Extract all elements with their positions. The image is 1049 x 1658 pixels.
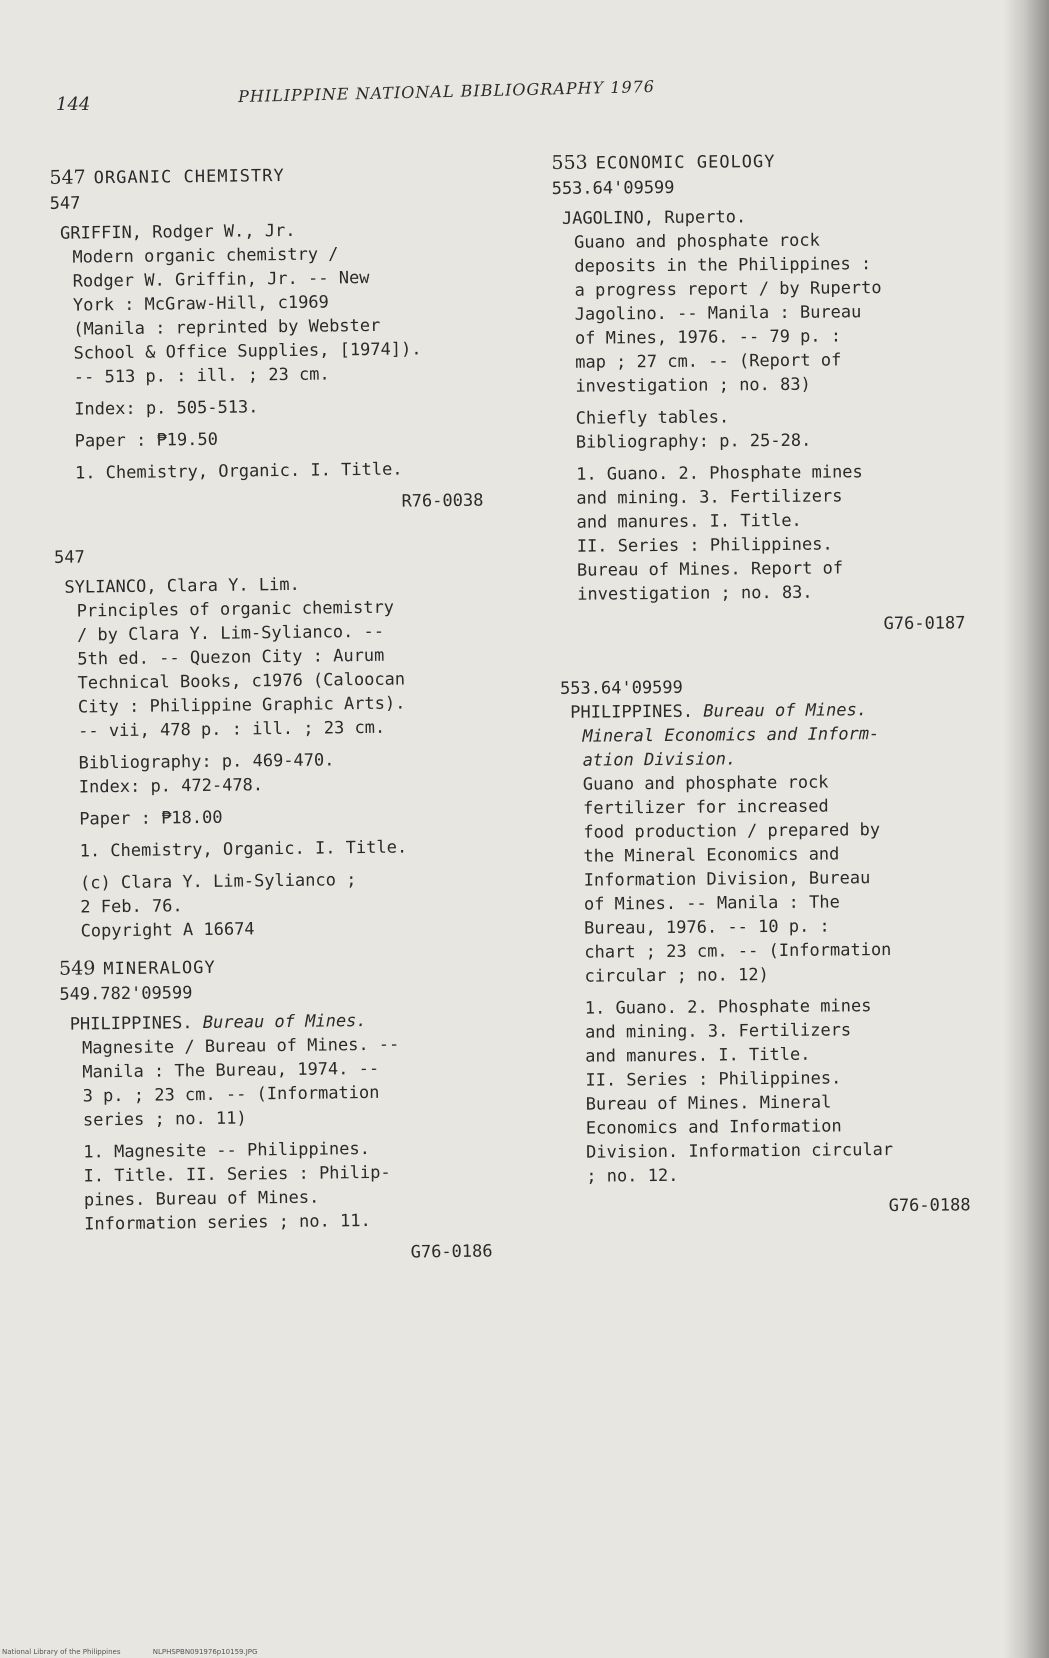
- entry-line: 1. Guano. 2. Phosphate mines: [584, 996, 872, 1019]
- bibliographic-entry: [560, 673, 1001, 1221]
- page-spine-shadow: [1003, 0, 1049, 1658]
- entry-line: circular ; no. 12): [584, 965, 769, 987]
- class-number: 547: [53, 547, 85, 568]
- entry-body: [65, 594, 517, 743]
- entry-line: the Mineral Economics and: [583, 844, 840, 867]
- bibliographic-entry: [562, 203, 996, 639]
- class-number: 549.782'09599: [59, 983, 193, 1005]
- control-number: R76-0038: [401, 490, 484, 512]
- copyright-note: [68, 866, 519, 943]
- footer-filename: NLPHSPBN091976p10159.JPG: [152, 1648, 258, 1656]
- control-number: G76-0188: [888, 1195, 971, 1217]
- entry-line: Bureau of Mines. Mineral: [585, 1092, 832, 1115]
- bibliographic-entry: [60, 216, 514, 517]
- entry-line: of Mines, 1976. -- 79 p. :: [574, 326, 842, 349]
- entry-line: Principles of organic chemistry: [76, 597, 395, 622]
- index-note: Index: p. 505-513.: [74, 397, 259, 420]
- right-column: [551, 148, 1000, 1221]
- entry-line: Information series ; no. 11.: [84, 1211, 371, 1235]
- entry-line: ; no. 12.: [586, 1165, 679, 1187]
- subordinate-body: Bureau of Mines.: [202, 1011, 367, 1034]
- entry-body: [70, 1031, 521, 1132]
- entry-line: / by Clara Y. Lim-Sylianco. --: [76, 621, 385, 646]
- subject-tracings: 1. Chemistry, Organic. I. Title.: [74, 459, 403, 484]
- entry-line: Modern organic chemistry /: [72, 244, 339, 268]
- entry-body: [561, 769, 999, 989]
- entry-line: Copyright A 16674: [80, 919, 255, 942]
- entry-line: School & Office Supplies, [1974]).: [73, 339, 422, 364]
- notes: [564, 403, 994, 455]
- entry-body: [60, 240, 512, 389]
- corporate-name: PHILIPPINES.: [69, 1013, 193, 1035]
- entry-line: Technical Books, c1976 (Caloocan: [77, 669, 406, 694]
- entry-line: and mining. 3. Fertilizers: [584, 1020, 852, 1043]
- bibliography-note: Bibliography: p. 25-28.: [575, 430, 812, 453]
- entry-line: Guano and phosphate rock: [574, 230, 820, 253]
- running-title: PHILIPPINE NATIONAL BIBLIOGRAPHY 1976: [237, 76, 656, 107]
- subject-tracings: 1. Chemistry, Organic. I. Title.: [79, 837, 408, 862]
- section-number: 549: [58, 957, 96, 980]
- control-number: G76-0186: [410, 1241, 493, 1263]
- bibliographic-entry: [64, 570, 518, 943]
- bibliography-note: Bibliography: p. 469-470.: [78, 750, 335, 774]
- entry-heading: SYLIANCO, Clara Y. Lim.: [64, 574, 300, 598]
- entry-line: 2 Feb. 76.: [80, 896, 183, 918]
- page-number: 144: [56, 94, 91, 115]
- entry-heading: JAGOLINO, Ruperto.: [561, 207, 747, 229]
- class-number: 547: [49, 193, 81, 214]
- entry-line: a progress report / by Ruperto: [574, 278, 882, 301]
- entry-line: (c) Clara Y. Lim-Sylianco ;: [79, 870, 357, 894]
- entry-line: Magnesite / Bureau of Mines. --: [81, 1034, 400, 1059]
- entry-line: 5th ed. -- Quezon City : Aurum: [77, 645, 385, 670]
- subordinate-division: Mineral Economics and Inform-: [582, 724, 880, 747]
- entry-line: City : Philippine Graphic Arts).: [77, 693, 406, 718]
- entry-line: -- 513 p. : ill. ; 23 cm.: [73, 364, 330, 388]
- subject-tracings: [71, 1135, 522, 1236]
- entry-line: and manures. I. Title.: [576, 510, 802, 533]
- entry-line: chart ; 23 cm. -- (Information: [584, 940, 892, 963]
- entry-line: Jagolino. -- Manila : Bureau: [574, 302, 862, 325]
- section-heading: [59, 952, 519, 981]
- section-title: ECONOMIC GEOLOGY: [595, 151, 776, 174]
- entry-line: 1. Magnesite -- Philippines.: [83, 1139, 371, 1163]
- section-heading: [49, 161, 509, 190]
- footer-library: National Library of the Philippines: [2, 1648, 121, 1656]
- section-title: MINERALOGY: [103, 957, 216, 980]
- entry-line: investigation ; no. 83): [575, 374, 811, 397]
- entry-line: Information Division, Bureau: [583, 868, 871, 891]
- subject-tracings: [564, 459, 995, 607]
- entry-line: pines. Bureau of Mines.: [83, 1187, 320, 1211]
- section-heading: [551, 148, 991, 175]
- class-number: 553.64'09599: [559, 677, 683, 699]
- entry-line: Bureau, 1976. -- 10 p. :: [584, 916, 830, 939]
- entry-line: Manila : The Bureau, 1974. --: [82, 1058, 380, 1083]
- entry-line: II. Series : Philippines.: [585, 1068, 842, 1091]
- notes: [66, 746, 517, 799]
- entry-line: and mining. 3. Fertilizers: [576, 486, 843, 509]
- scan-footer: [2, 1648, 287, 1656]
- section-number: 553: [551, 151, 588, 174]
- price-note: Paper : ₱18.00: [79, 807, 223, 830]
- entry-line: fertilizer for increased: [582, 796, 829, 819]
- entry-line: -- vii, 478 p. : ill. ; 23 cm.: [78, 717, 386, 742]
- entry-line: map ; 27 cm. -- (Report of: [575, 350, 842, 373]
- subordinate-body: Bureau of Mines.: [703, 700, 868, 722]
- entry-heading: GRIFFIN, Rodger W., Jr.: [59, 220, 296, 244]
- entry-line: series ; no. 11): [82, 1108, 247, 1131]
- entry-line: deposits in the Philippines :: [574, 254, 872, 277]
- entry-line: 1. Guano. 2. Phosphate mines: [576, 462, 863, 485]
- index-note: Index: p. 472-478.: [78, 775, 264, 798]
- control-number: G76-0187: [883, 613, 966, 635]
- entry-line: food production / prepared by: [583, 820, 881, 843]
- entry-line: Economics and Information: [585, 1116, 842, 1139]
- entry-line: I. Title. II. Series : Philip-: [83, 1162, 391, 1187]
- entry-line: Bureau of Mines. Report of: [576, 558, 844, 581]
- corporate-name: PHILIPPINES.: [570, 701, 694, 723]
- entry-line: 3 p. ; 23 cm. -- (Information: [82, 1082, 380, 1107]
- entry-line: of Mines. -- Manila : The: [583, 892, 840, 915]
- entry-line: Rodger W. Griffin, Jr. -- New: [72, 267, 370, 292]
- general-note: Chiefly tables.: [575, 407, 730, 429]
- entry-line: Division. Information circular: [585, 1139, 894, 1163]
- entry-line: investigation ; no. 83.: [577, 582, 813, 605]
- entry-heading: [560, 697, 997, 773]
- subordinate-division: ation Division.: [582, 749, 737, 771]
- section-number: 547: [49, 166, 86, 189]
- entry-line: Guano and phosphate rock: [582, 772, 829, 795]
- entry-line: (Manila : reprinted by Webster: [73, 315, 381, 340]
- bibliographic-entry: [70, 1007, 523, 1268]
- subject-tracings: [563, 993, 1001, 1189]
- section-title: ORGANIC CHEMISTRY: [93, 165, 285, 189]
- price-note: Paper : ₱19.50: [74, 429, 219, 452]
- class-number: 553.64'09599: [551, 177, 675, 199]
- entry-line: York : McGraw-Hill, c1969: [72, 292, 329, 316]
- entry-line: II. Series : Philippines.: [576, 534, 833, 557]
- left-column: [49, 161, 522, 1269]
- entry-body: [562, 227, 993, 399]
- entry-line: and manures. I. Title.: [585, 1044, 811, 1067]
